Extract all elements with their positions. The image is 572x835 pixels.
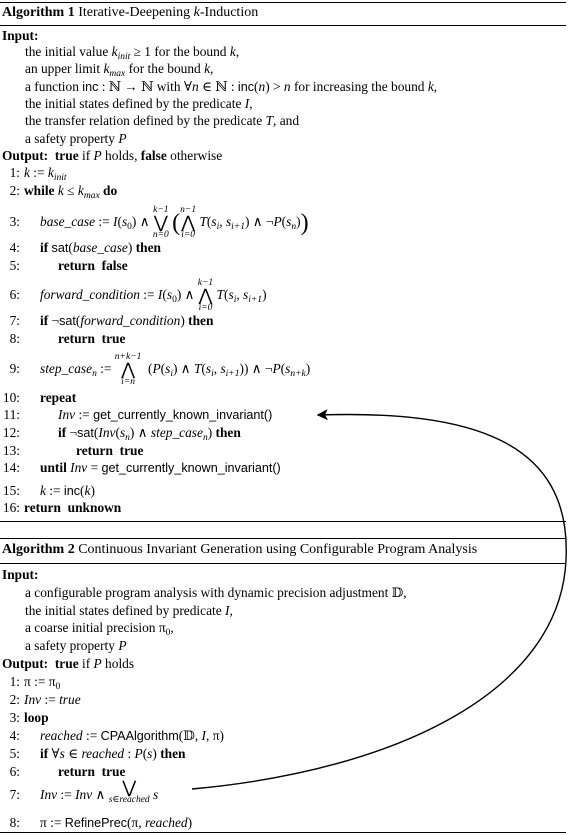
alg1-input-4: the transfer relation defined by the predicate T, and — [25, 113, 300, 128]
alg1-input-5: a safety property P — [25, 131, 127, 146]
alg1-line-9: step_case$_n$ := n+k−1 ⋀ i=n ($P(s_i)$ ∧ $T(s_i$, $s_{i+1}$)) ∧ $\neg P(s_{n+k})$ — [40, 352, 311, 388]
alg1-line-4: if sat(base_case) then — [40, 240, 161, 255]
alg1-ln-3: 3: — [9, 214, 20, 229]
alg1-line-7: if ¬sat(forward_condition) then — [40, 313, 214, 328]
alg1-input-1: an upper limit $k_{max}$ for the bound k, — [25, 61, 214, 79]
alg2-caption-label: Algorithm 2 — [2, 542, 75, 557]
alg2-input-0: a configurable program analysis with dynamic precision adjustment 𝔻, — [25, 585, 407, 600]
alg1-input-label: Input: — [2, 28, 39, 43]
alg1-output: Output: true if P holds, false otherwise — [2, 148, 223, 163]
alg1-line-16: return unknown — [24, 500, 122, 515]
alg2-ln-7: 7: — [9, 787, 20, 802]
alg2-input-3: a safety property P — [25, 638, 127, 653]
alg2-caption-title: Continuous Invariant Generation using Configurable Program Analysis — [78, 542, 478, 557]
alg2-input-label: Input: — [2, 567, 39, 582]
alg1-ln-8: 8: — [9, 331, 20, 346]
alg1-caption-title-post: -Induction — [199, 5, 259, 20]
alg1-line-8: return true — [58, 331, 126, 346]
alg2-ln-3: 3: — [9, 710, 20, 725]
alg2-line-5: if ∀s ∈ reached : P(s) then — [40, 746, 186, 761]
alg1-line-1: k := $k_{init}$ — [24, 165, 67, 183]
alg1-ln-15: 15: — [2, 483, 20, 498]
alg2-ln-8: 8: — [9, 815, 20, 830]
alg1-ln-11: 11: — [3, 407, 20, 422]
alg2-output: Output: true if P holds — [2, 656, 135, 671]
alg1-line-6: forward_condition := $I(s_0)$ ∧ k−1 ⋀ i=0 $T(s_i$, $s_{i+1}$) — [40, 278, 267, 314]
alg2-ln-1: 1: — [9, 674, 20, 689]
alg1-caption-title-pre: Iterative-Deepening — [78, 5, 194, 20]
alg1-line-5: return false — [58, 258, 128, 273]
alg2-line-1: π := $\pi_0$ — [24, 674, 61, 692]
alg1-ln-16: 16: — [2, 500, 20, 515]
alg1-line-15: k := inc(k) — [40, 483, 95, 498]
alg2-line-6: return true — [58, 764, 126, 779]
alg1-ln-13: 13: — [2, 443, 20, 458]
alg2-ln-2: 2: — [9, 692, 20, 707]
alg1-ln-7: 7: — [9, 313, 20, 328]
alg2-ln-6: 6: — [9, 764, 20, 779]
alg1-caption-title-var: k — [193, 5, 200, 20]
alg1-ln-2: 2: — [9, 183, 20, 198]
alg1-line-2: while $k \le k_{max}$ do — [24, 183, 118, 201]
alg2-line-3: loop — [24, 710, 49, 725]
alg1-ln-9: 9: — [9, 361, 20, 376]
alg2-input-1: the initial states defined by predicate I, — [25, 603, 233, 618]
alg1-line-13: return true — [76, 443, 144, 458]
alg1-ln-6: 6: — [9, 287, 20, 302]
alg2-line-2: Inv := true — [24, 692, 81, 707]
alg2-input-2: a coarse initial precision $\pi_0$, — [25, 620, 174, 638]
alg1-ln-1: 1: — [9, 165, 20, 180]
alg1-ln-12: 12: — [2, 425, 20, 440]
alg1-line-11: Inv := get_currently_known_invariant() — [58, 407, 273, 422]
alg1-line-3: base_case := $I(s_0)$ ∧ k−1 ⋁ n=0 ( n−1 ⋀ i=0 $T(s_i$, $s_{i+1}$) ∧ $\neg P(s_n)$) — [40, 205, 309, 241]
alg1-ln-4: 4: — [9, 240, 20, 255]
alg1-caption-label: Algorithm 1 — [2, 5, 75, 20]
alg1-ln-14: 14: — [2, 460, 20, 475]
alg1-input-3: the initial states defined by the predicate I, — [25, 96, 253, 111]
alg1-input-2: a function inc : ℕ → ℕ with ∀n ∈ ℕ : inc(n) > n for increasing the bound k, — [25, 79, 438, 94]
alg1-input-0: the initial value $k_{init} \ge 1$ for the bound k, — [25, 44, 240, 62]
alg1-ln-5: 5: — [9, 258, 20, 273]
alg2-ln-5: 5: — [9, 746, 20, 761]
alg1-line-10: repeat — [40, 390, 77, 405]
alg2-line-8: π := RefinePrec(π, reached) — [40, 815, 193, 830]
alg1-line-12: if $\neg sat(Inv(s_n)$ ∧ step_case$_n$) then — [58, 425, 241, 443]
alg2-ln-4: 4: — [9, 728, 20, 743]
alg2-line-4: reached := CPAAlgorithm(𝔻, I, π) — [40, 728, 224, 743]
alg2-line-7: Inv := Inv ∧ ⋁ s∈reached s — [40, 778, 159, 805]
alg1-ln-10: 10: — [2, 390, 20, 405]
alg1-line-14: until Inv = get_currently_known_invariant() — [40, 460, 281, 475]
